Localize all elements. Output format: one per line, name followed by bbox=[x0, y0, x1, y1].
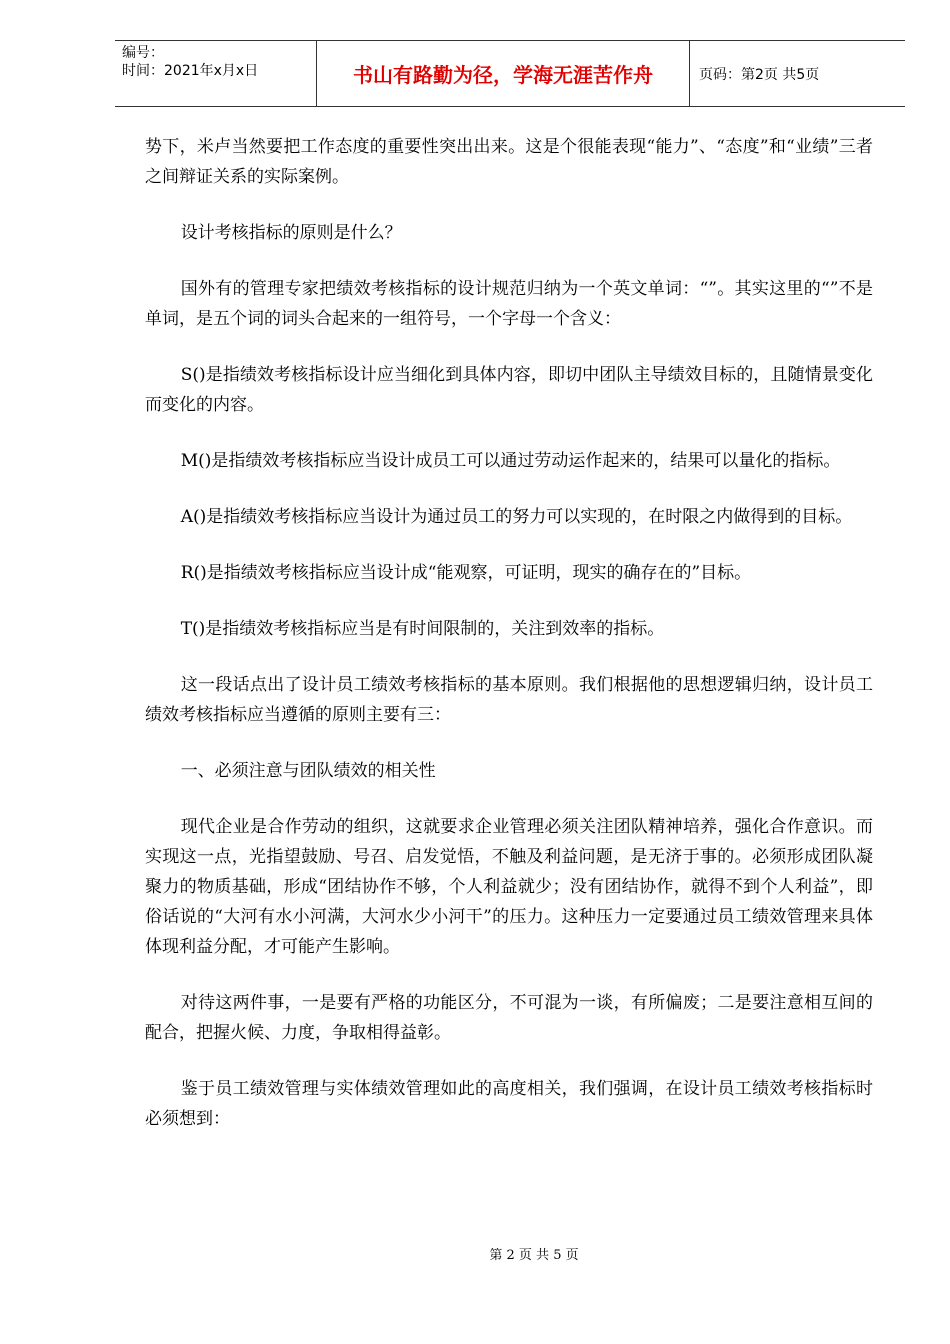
serial-number-label: 编号： bbox=[122, 45, 164, 61]
document-header bbox=[115, 40, 905, 107]
page-footer: 第 2 页 共 5 页 bbox=[489, 1248, 579, 1263]
principle-s: S()是指绩效考核指标设计应当细化到具体内容，即切中团队主导绩效目标的，且随情景变化而变化的内容。 bbox=[145, 365, 873, 415]
paragraph: 鉴于员工绩效管理与实体绩效管理如此的高度相关，我们强调，在设计员工绩效考核指标时必须想到： bbox=[145, 1079, 873, 1129]
paragraph: 势下，米卢当然要把工作态度的重要性突出出来。这是个很能表现“能力”、“态度”和“业绩”三者之间辩证关系的实际案例。 bbox=[145, 137, 873, 187]
section-question: 设计考核指标的原则是什么？ bbox=[180, 223, 402, 243]
paragraph: 现代企业是合作劳动的组织，这就要求企业管理必须关注团队精神培养，强化合作意识。而实现这一点，光指望鼓励、号召、启发觉悟，不触及利益问题，是无济于事的。必须形成团队凝聚力的物质基础，形成“团结协作不够，个人利益就少；没有团结协作，就得不到个人利益”，即俗话说的“大河有水小河满，大河水少小河干”的压力。这种压力一定要通过员工绩效管理来具体体现利益分配，才可能产生影响。 bbox=[145, 817, 873, 957]
section-heading: 一、必须注意与团队绩效的相关性 bbox=[180, 761, 436, 781]
principle-t: T()是指绩效考核指标应当是有时间限制的，关注到效率的指标。 bbox=[180, 619, 665, 639]
date-label: 时间：2021年x月x日 bbox=[122, 63, 259, 79]
principle-a: A()是指绩效考核指标应当设计为通过员工的努力可以实现的，在时限之内做得到的目标。 bbox=[180, 507, 853, 527]
header-meta-cell bbox=[115, 41, 317, 106]
principle-m: M()是指绩效考核指标应当设计成员工可以通过劳动运作起来的，结果可以量化的指标。 bbox=[180, 451, 841, 471]
header-motto: 书山有路勤为径，学海无涯苦作舟 bbox=[317, 41, 690, 106]
document-body bbox=[145, 132, 873, 1160]
header-page-number: 页码：第2页 共5页 bbox=[699, 66, 820, 83]
principle-r: R()是指绩效考核指标应当设计成“能观察，可证明，现实的确存在的”目标。 bbox=[180, 563, 752, 583]
paragraph: 对待这两件事，一是要有严格的功能区分，不可混为一谈，有所偏废；二是要注意相互间的配合，把握火候、力度，争取相得益彰。 bbox=[145, 993, 873, 1043]
paragraph: 国外有的管理专家把绩效考核指标的设计规范归纳为一个英文单词：“”。其实这里的“”不是单词，是五个词的词头合起来的一组符号，一个字母一个含义： bbox=[145, 279, 873, 329]
paragraph: 这一段话点出了设计员工绩效考核指标的基本原则。我们根据他的思想逻辑归纳，设计员工绩效考核指标应当遵循的原则主要有三： bbox=[145, 675, 873, 725]
